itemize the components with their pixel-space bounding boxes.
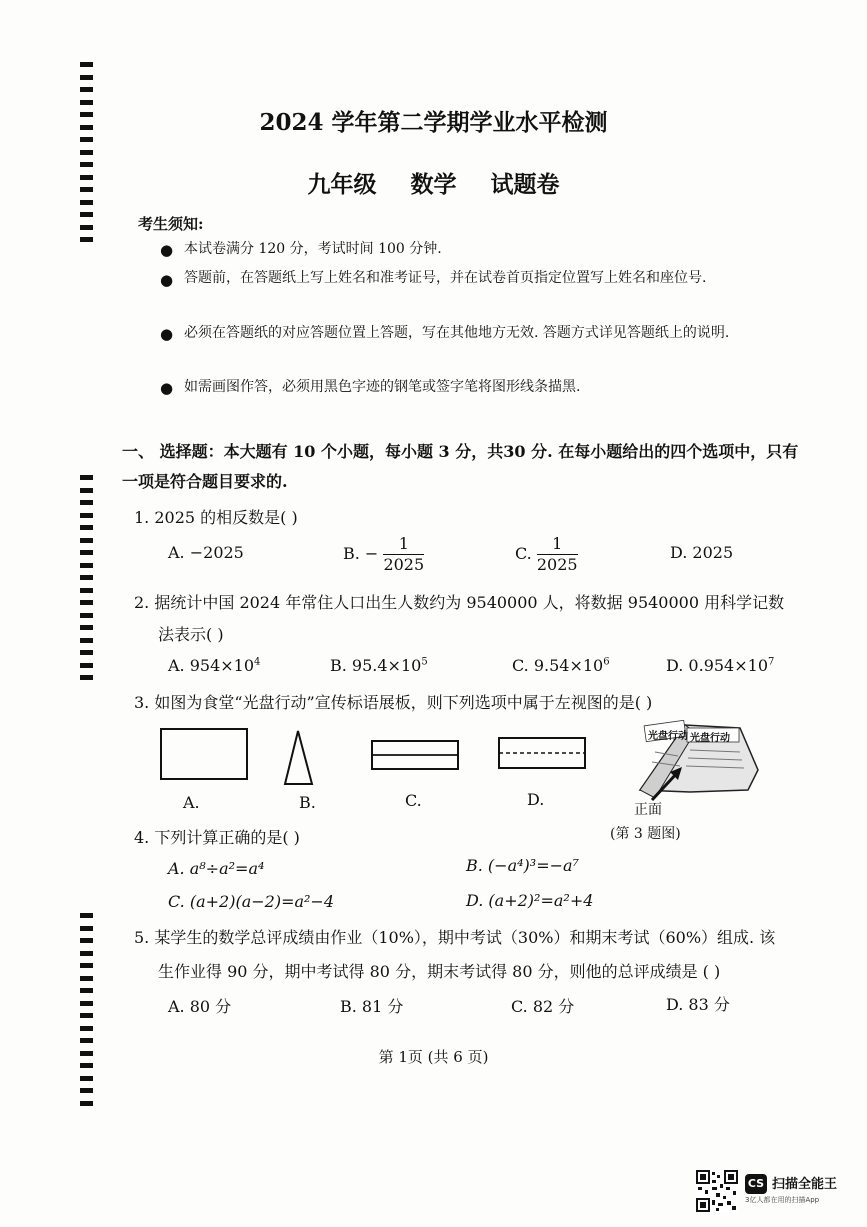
binding-marks-bottom <box>80 913 93 1113</box>
binding-marks-top <box>80 62 93 250</box>
section-heading: 一、 选择题：本大题有 10 个小题，每小题 3 分，共30 分. 在每小题给出的四个选项中，只有一项是符合题目要求的. <box>122 442 799 491</box>
subtitle-grade: 九年级 <box>307 171 377 198</box>
notice-item: 本试卷满分 120 分，考试时间 100 分钟. <box>184 241 442 257</box>
q4-option-a: A. a⁸÷a²=a⁴ <box>168 859 265 878</box>
q1-c-prefix: C. <box>515 544 532 563</box>
notice-item: 必须在答题纸的对应答题位置上答题，写在其他地方无效. 答题方式详见答题纸上的说明. <box>184 325 730 341</box>
binding-marks-middle <box>80 475 93 688</box>
subtitle-subject: 数学 <box>410 171 457 198</box>
q3-front-label: 正面 <box>634 802 662 818</box>
q2-stem-line1: 2. 据统计中国 2024 年常住人口出生人数约为 9540000 人，将数据 9540000 用科学记数 <box>134 593 785 612</box>
q1-c-numerator: 1 <box>537 534 578 555</box>
q4-option-d: D. (a+2)²=a²+4 <box>466 891 594 910</box>
q1-option-d: D. 2025 <box>670 543 734 562</box>
subtitle-type: 试题卷 <box>490 171 560 198</box>
q5-option-c: C. 82 分 <box>511 997 575 1016</box>
q1-b-prefix: B. − <box>343 544 379 563</box>
q3-b-triangle <box>285 731 312 784</box>
q5-option-a: A. 80 分 <box>168 997 232 1016</box>
q2-a-exponent: 4 <box>254 656 261 668</box>
q2-a-base: A. 954×10 <box>168 656 255 675</box>
q5-stem-line2: 生作业得 90 分，期中考试得 80 分，期末考试得 80 分，则他的总评成绩是 ( ) <box>158 962 721 981</box>
notice-item: 答题前，在答题纸上写上姓名和准考证号，并在试卷首页指定位置写上姓名和座位号. <box>184 270 707 286</box>
bullet-icon: ● <box>160 325 174 343</box>
q2-option-d <box>666 656 774 675</box>
q2-stem-line2: 法表示( ) <box>158 625 224 644</box>
q2-c-base: C. 9.54×10 <box>512 656 604 675</box>
q2-option-b <box>330 656 428 675</box>
q3-board-text-right: 光盘行动 <box>690 733 730 744</box>
q3-a-rectangle <box>161 729 247 779</box>
q1-option-c <box>515 534 578 575</box>
q2-c-exponent: 6 <box>603 656 610 668</box>
q3-figure-caption: (第 3 题图) <box>610 826 681 842</box>
scanner-tagline: 3亿人都在用的扫描App <box>745 1196 820 1204</box>
q1-option-a: A. −2025 <box>168 543 244 562</box>
scanner-logo-icon: CS <box>745 1174 767 1194</box>
q2-option-a <box>168 656 260 675</box>
q3-option-c: C. <box>405 791 422 810</box>
q3-board-text-left: 光盘行动 <box>648 731 688 742</box>
bullet-icon: ● <box>160 379 174 397</box>
bullet-icon: ● <box>160 241 174 259</box>
exam-subtitle <box>0 166 867 199</box>
page-number: 第 1页 (共 6 页) <box>378 1048 489 1066</box>
q1-b-fraction <box>383 534 424 575</box>
q2-option-c <box>512 656 610 675</box>
q1-b-denominator: 2025 <box>383 555 425 574</box>
q5-option-d: D. 83 分 <box>666 995 730 1014</box>
q3-option-d: D. <box>527 790 545 809</box>
qr-code-icon <box>696 1170 738 1212</box>
q2-b-exponent: 5 <box>421 656 428 668</box>
q1-option-b <box>343 534 424 575</box>
notice-item: 如需画图作答，必须用黑色字迹的钢笔或签字笔将图形线条描黑. <box>184 379 581 395</box>
exam-title: 2024 学年第二学期学业水平检测 <box>259 109 608 136</box>
q1-c-fraction <box>537 534 578 575</box>
q1-c-denominator: 2025 <box>536 555 578 574</box>
q4-option-b: B. (−a⁴)³=−a⁷ <box>466 856 579 875</box>
q1-stem: 1. 2025 的相反数是( ) <box>134 508 298 527</box>
q4-option-c: C. (a+2)(a−2)=a²−4 <box>168 892 335 911</box>
q4-stem: 4. 下列计算正确的是( ) <box>134 828 300 847</box>
q3-option-b: B. <box>299 793 316 812</box>
q2-d-exponent: 7 <box>768 656 775 668</box>
q1-b-numerator: 1 <box>383 534 424 555</box>
notice-heading: 考生须知: <box>138 215 204 233</box>
scanner-app-name: 扫描全能王 <box>772 1177 838 1192</box>
bullet-icon: ● <box>160 271 174 289</box>
q2-d-base: D. 0.954×10 <box>666 656 768 675</box>
q3-option-a: A. <box>183 793 200 812</box>
q3-stem: 3. 如图为食堂“光盘行动”宣传标语展板，则下列选项中属于左视图的是( ) <box>134 693 653 712</box>
q5-stem-line1: 5. 某学生的数学总评成绩由作业（10%），期中考试（30%）和期末考试（60%）组成. 该 <box>134 928 776 947</box>
q5-option-b: B. 81 分 <box>340 997 404 1016</box>
q2-b-base: B. 95.4×10 <box>330 656 422 675</box>
